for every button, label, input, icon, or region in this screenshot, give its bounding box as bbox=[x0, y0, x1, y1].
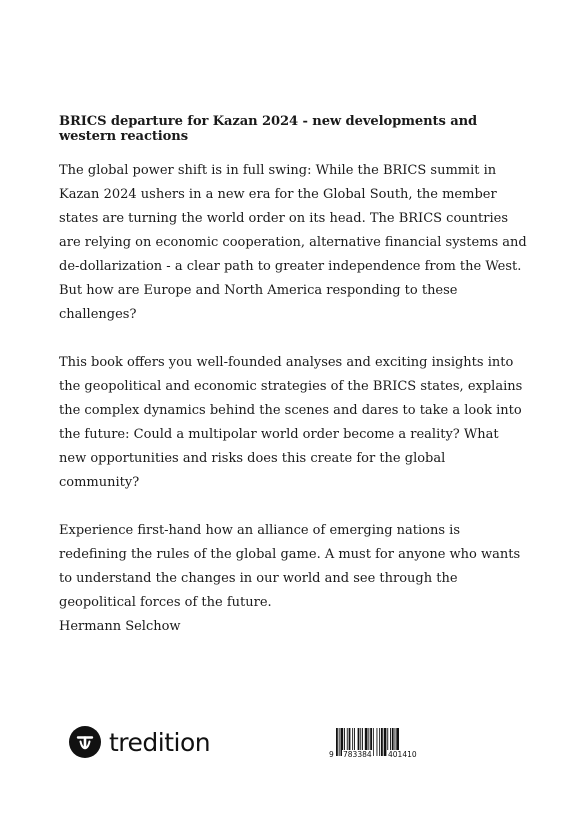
isbn-digits-group-2: 401410 bbox=[388, 750, 417, 759]
blurb bbox=[59, 159, 529, 639]
publisher-logo bbox=[69, 724, 210, 760]
isbn-first-digit: 9 bbox=[329, 750, 334, 759]
blurb-paragraph-2: This book offers you well-founded analyses and exciting insights into the geopolitical and economic strategies of the BRICS states, explains the complex dynamics behind the scenes and dares to take a look into the future: Could a multipolar world order become a reality? What new opportunities and risks does this create for the global community? bbox=[59, 355, 523, 490]
author-name: Hermann Selchow bbox=[59, 619, 181, 634]
blurb-paragraph-3 bbox=[59, 519, 529, 639]
isbn-digits-group-1: 783384 bbox=[343, 750, 372, 759]
blurb-paragraph-3-text: Experience first-hand how an alliance of emerging nations is redefining the rules of the global game. A must for anyone who wants to understand the changes in our world and see through the geopolitical forces of the future. bbox=[59, 523, 521, 610]
isbn-digits bbox=[328, 750, 432, 762]
publisher-name: tredition bbox=[109, 727, 211, 757]
tredition-logo-icon bbox=[69, 726, 101, 758]
blurb-paragraph-1: The global power shift is in full swing: While the BRICS summit in Kazan 2024 ushers in a new era for the Global South, the member states are turning the world order on its head. The BRICS countries are relying on economic cooperation, alternative financial systems and de-dollarization - a clear path to greater independence from the West. But how are Europe and North America responding to these challenges? bbox=[59, 163, 527, 322]
book-title: BRICS departure for Kazan 2024 - new developments and western reactions bbox=[59, 114, 478, 144]
